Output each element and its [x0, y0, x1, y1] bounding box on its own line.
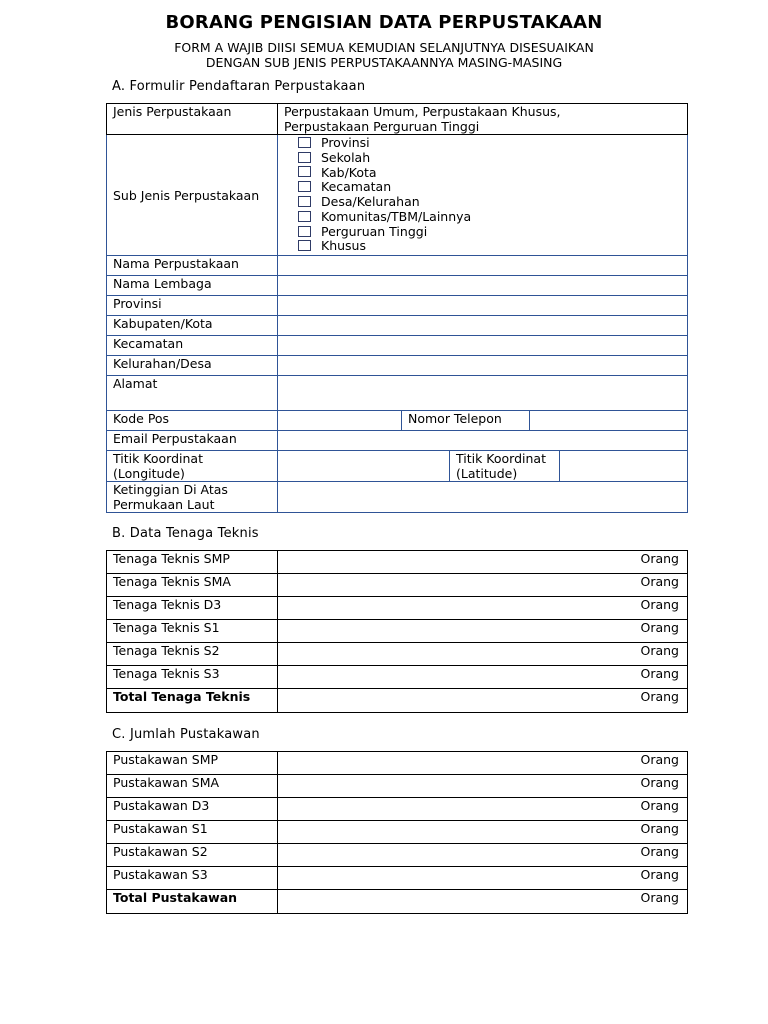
option-label: Provinsi — [321, 134, 370, 150]
tenaga-teknis-d3-label: Tenaga Teknis D3 — [107, 597, 278, 620]
tenaga-teknis-s2-unit[interactable]: Orang — [278, 643, 688, 666]
tenaga-teknis-smp-unit[interactable]: Orang — [278, 551, 688, 574]
jenis-label: Jenis Perpustakaan — [107, 104, 278, 135]
pustakawan-s1-label: Pustakawan S1 — [107, 821, 278, 844]
option-khusus[interactable] — [298, 239, 681, 254]
nomor-telepon-label: Nomor Telepon — [402, 411, 530, 431]
provinsi-label: Provinsi — [107, 296, 278, 316]
option-provinsi[interactable] — [298, 135, 681, 150]
kabupaten-label: Kabupaten/Kota — [107, 316, 278, 336]
nama-perpustakaan-field[interactable] — [278, 256, 688, 276]
checkbox[interactable] — [298, 152, 311, 163]
pustakawan-smp-label: Pustakawan SMP — [107, 752, 278, 775]
total-pustakawan-label: Total Pustakawan — [107, 890, 278, 914]
kelurahan-field[interactable] — [278, 356, 688, 376]
kelurahan-label: Kelurahan/Desa — [107, 356, 278, 376]
latitude-label — [450, 451, 560, 482]
email-label: Email Perpustakaan — [107, 431, 278, 451]
form-subtitle-line2: DENGAN SUB JENIS PERPUSTAKAANNYA MASING-MASING — [205, 55, 563, 70]
pustakawan-d3-label: Pustakawan D3 — [107, 798, 278, 821]
checkbox[interactable] — [298, 196, 311, 207]
option-komunitas[interactable] — [298, 209, 681, 224]
section-b-heading: B. Data Tenaga Teknis — [112, 526, 259, 541]
pustakawan-s2-unit[interactable]: Orang — [278, 844, 688, 867]
longitude-label-line2: (Longitude) — [113, 466, 185, 481]
latitude-field[interactable] — [560, 451, 688, 482]
nama-perpustakaan-label: Nama Perpustakaan — [107, 256, 278, 276]
tenaga-teknis-smp-label: Tenaga Teknis SMP — [107, 551, 278, 574]
checkbox[interactable] — [298, 181, 311, 192]
pustakawan-sma-unit[interactable]: Orang — [278, 775, 688, 798]
alamat-field[interactable] — [278, 376, 688, 411]
option-label: Perguruan Tinggi — [321, 223, 428, 239]
jenis-value — [278, 104, 688, 135]
tenaga-teknis-s1-unit[interactable]: Orang — [278, 620, 688, 643]
email-field[interactable] — [278, 431, 688, 451]
latitude-label-line1: Titik Koordinat — [456, 451, 546, 466]
tenaga-teknis-s1-label: Tenaga Teknis S1 — [107, 620, 278, 643]
pustakawan-s1-unit[interactable]: Orang — [278, 821, 688, 844]
option-label: Khusus — [321, 238, 366, 254]
section-a-heading: A. Formulir Pendaftaran Perpustakaan — [112, 79, 366, 94]
ketinggian-field[interactable] — [278, 482, 688, 513]
total-pustakawan-unit[interactable]: Orang — [278, 890, 688, 914]
pustakawan-s2-label: Pustakawan S2 — [107, 844, 278, 867]
longitude-field[interactable] — [278, 451, 450, 482]
latitude-label-line2: (Latitude) — [456, 466, 518, 481]
option-desa-kelurahan[interactable] — [298, 194, 681, 209]
checkbox[interactable] — [298, 240, 311, 251]
jenis-value-line2: Perpustakaan Perguruan Tinggi — [284, 119, 480, 134]
tenaga-teknis-sma-label: Tenaga Teknis SMA — [107, 574, 278, 597]
pustakawan-smp-unit[interactable]: Orang — [278, 752, 688, 775]
ketinggian-label-line1: Ketinggian Di Atas — [113, 482, 228, 497]
ketinggian-label-line2: Permukaan Laut — [113, 497, 215, 512]
pustakawan-table — [106, 751, 688, 914]
option-kecamatan[interactable] — [298, 179, 681, 194]
option-perguruan-tinggi[interactable] — [298, 224, 681, 239]
kecamatan-field[interactable] — [278, 336, 688, 356]
form-subtitle-line1: FORM A WAJIB DIISI SEMUA KEMUDIAN SELANJUTNYA DISESUAIKAN — [174, 40, 594, 55]
registration-table — [106, 103, 688, 513]
kode-pos-field[interactable] — [278, 411, 402, 431]
checkbox[interactable] — [298, 211, 311, 222]
option-label: Sekolah — [321, 149, 371, 165]
option-label: Komunitas/TBM/Lainnya — [321, 208, 472, 224]
nama-lembaga-field[interactable] — [278, 276, 688, 296]
kabupaten-field[interactable] — [278, 316, 688, 336]
pustakawan-d3-unit[interactable]: Orang — [278, 798, 688, 821]
option-label: Kab/Kota — [321, 164, 377, 180]
option-label: Kecamatan — [321, 179, 392, 195]
pustakawan-s3-unit[interactable]: Orang — [278, 867, 688, 890]
kecamatan-label: Kecamatan — [107, 336, 278, 356]
checkbox[interactable] — [298, 137, 311, 148]
sub-jenis-label: Sub Jenis Perpustakaan — [107, 135, 278, 256]
option-sekolah[interactable] — [298, 150, 681, 165]
pustakawan-sma-label: Pustakawan SMA — [107, 775, 278, 798]
tenaga-teknis-s3-unit[interactable]: Orang — [278, 666, 688, 689]
option-label: Desa/Kelurahan — [321, 194, 420, 210]
pustakawan-s3-label: Pustakawan S3 — [107, 867, 278, 890]
checkbox[interactable] — [298, 166, 311, 177]
option-kab-kota[interactable] — [298, 165, 681, 180]
nama-lembaga-label: Nama Lembaga — [107, 276, 278, 296]
total-tenaga-teknis-label: Total Tenaga Teknis — [107, 689, 278, 713]
provinsi-field[interactable] — [278, 296, 688, 316]
nomor-telepon-field[interactable] — [530, 411, 688, 431]
ketinggian-label — [107, 482, 278, 513]
checkbox[interactable] — [298, 226, 311, 237]
tenaga-teknis-s3-label: Tenaga Teknis S3 — [107, 666, 278, 689]
sub-jenis-options — [278, 135, 688, 256]
section-c-heading: C. Jumlah Pustakawan — [112, 727, 260, 742]
jenis-value-line1: Perpustakaan Umum, Perpustakaan Khusus, — [284, 104, 561, 119]
form-title: BORANG PENGISIAN DATA PERPUSTAKAAN — [165, 12, 603, 33]
tenaga-teknis-s2-label: Tenaga Teknis S2 — [107, 643, 278, 666]
kode-pos-label: Kode Pos — [107, 411, 278, 431]
total-tenaga-teknis-unit[interactable]: Orang — [278, 689, 688, 713]
tenaga-teknis-d3-unit[interactable]: Orang — [278, 597, 688, 620]
alamat-label: Alamat — [107, 376, 278, 411]
tenaga-teknis-sma-unit[interactable]: Orang — [278, 574, 688, 597]
tenaga-teknis-table — [106, 550, 688, 713]
longitude-label — [107, 451, 278, 482]
longitude-label-line1: Titik Koordinat — [113, 451, 203, 466]
